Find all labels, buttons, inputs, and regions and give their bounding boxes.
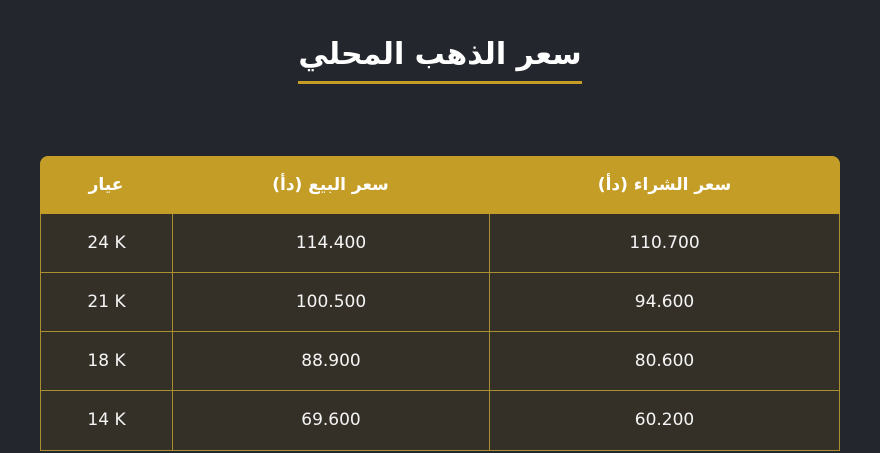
karat-value: 21 K	[41, 273, 172, 332]
buy-price-value: 94.600	[489, 273, 839, 332]
table-row	[41, 332, 839, 391]
karat-value: 24 K	[41, 214, 172, 273]
gold-price-table	[40, 156, 840, 451]
table-row	[41, 391, 839, 450]
page-title: سعر الذهب المحلي	[298, 36, 581, 84]
page-header	[0, 0, 880, 104]
header-buy-price: سعر الشراء (دأ)	[597, 174, 732, 195]
buy-price-value: 60.200	[489, 391, 839, 450]
sell-price-value: 88.900	[172, 332, 489, 391]
sell-price-value: 114.400	[172, 214, 489, 273]
header-sell-price: سعر البيع (دأ)	[272, 174, 389, 195]
buy-price-value: 80.600	[489, 332, 839, 391]
sell-price-value: 100.500	[172, 273, 489, 332]
header-karat: عيار	[88, 174, 124, 195]
karat-value: 18 K	[41, 332, 172, 391]
table-body	[40, 214, 840, 451]
table-row	[41, 273, 839, 332]
table-row	[41, 214, 839, 273]
karat-value: 14 K	[41, 391, 172, 450]
table-header-row	[40, 156, 840, 214]
sell-price-value: 69.600	[172, 391, 489, 450]
buy-price-value: 110.700	[489, 214, 839, 273]
